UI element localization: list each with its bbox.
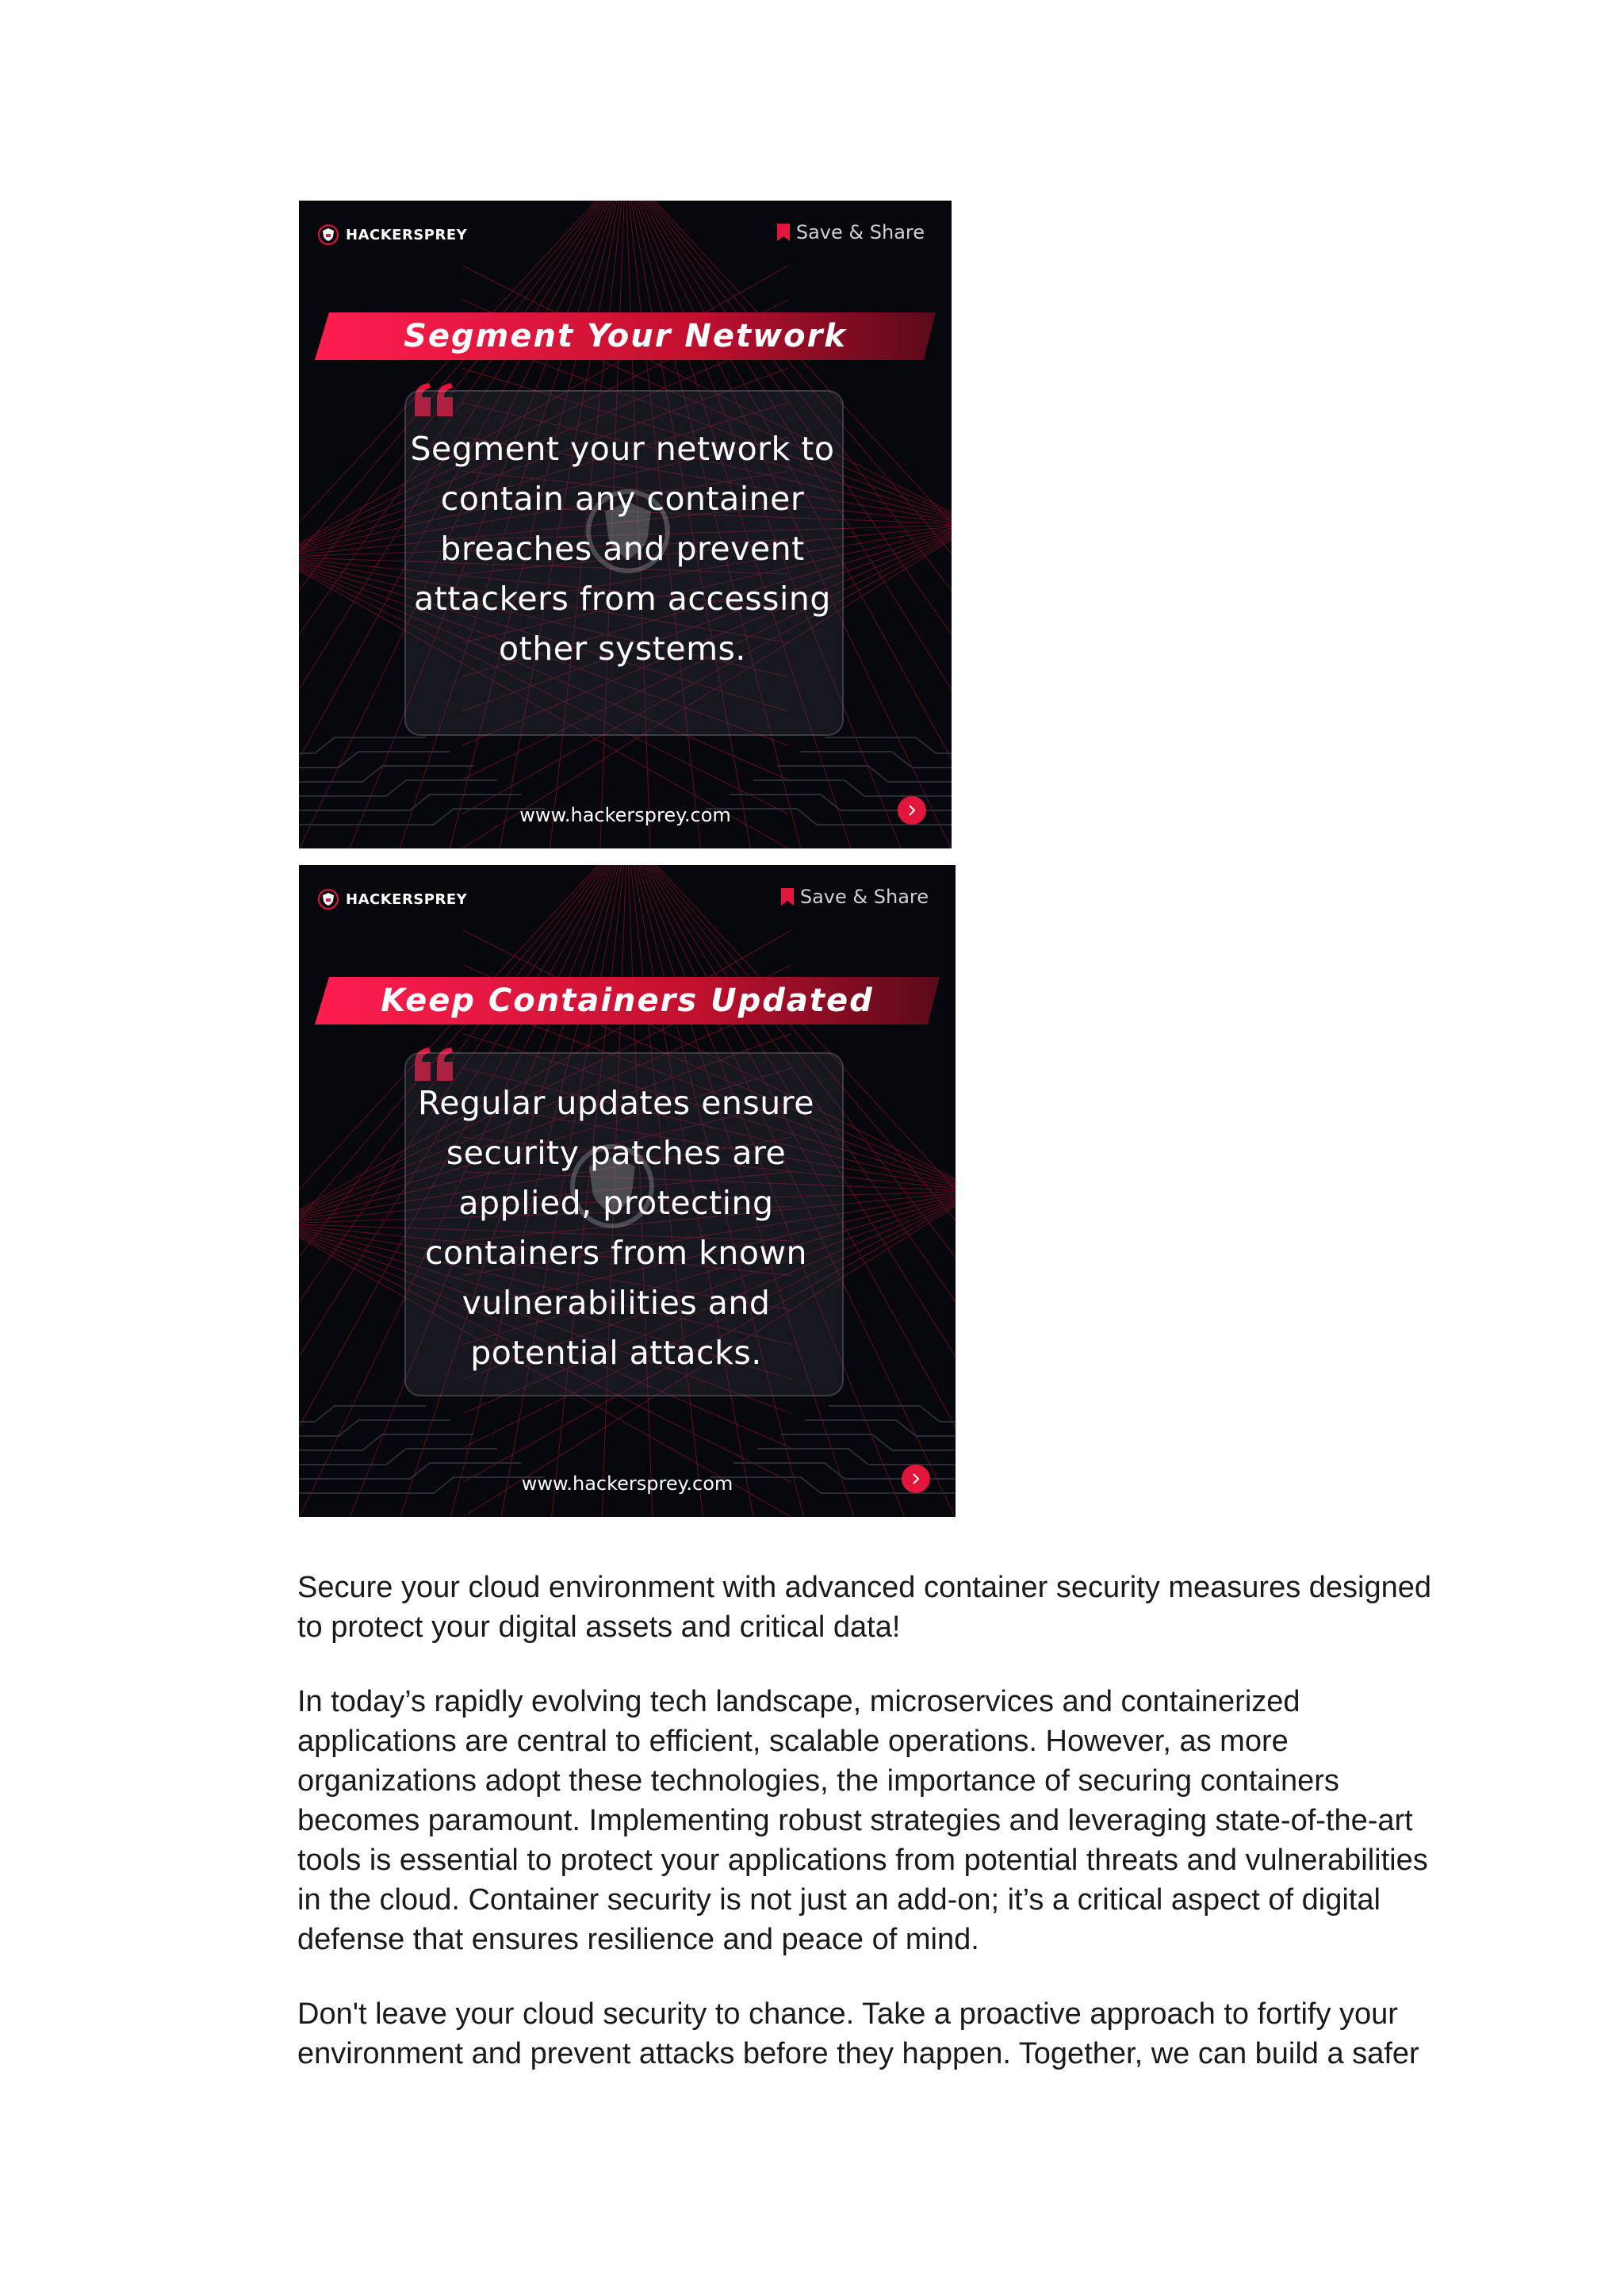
save-share-label: Save & Share <box>795 221 925 243</box>
intro-paragraph: Secure your cloud environment with advanced container security measures designed to protect your digital assets and critical data! <box>297 1571 1432 1644</box>
chevron-right-icon <box>906 804 918 817</box>
quote-text: Regular updates ensure security patches are applied, protecting containers from known vulnerabilities and potential attacks. <box>418 1084 814 1372</box>
card-title: Segment Your Network <box>404 318 847 354</box>
shield-logo-icon <box>318 224 339 245</box>
quote-text: Segment your network to contain any container breaches and prevent attackers from accessing other systems. <box>410 430 835 668</box>
chevron-right-icon <box>910 1473 922 1485</box>
brand <box>318 224 467 245</box>
bookmark-icon <box>781 888 794 906</box>
title-banner <box>315 312 936 360</box>
save-share-button[interactable] <box>777 221 925 243</box>
next-button[interactable] <box>898 796 926 825</box>
brand <box>318 889 467 910</box>
next-button[interactable] <box>902 1465 930 1493</box>
website-url: www.hackersprey.com <box>521 1473 733 1495</box>
title-banner <box>315 977 940 1024</box>
website-url: www.hackersprey.com <box>519 804 731 826</box>
brand-name: HACKERSPREY <box>346 890 468 908</box>
shield-logo-icon <box>318 889 339 910</box>
infographic-card-segment-network <box>299 201 952 848</box>
card-title: Keep Containers Updated <box>381 982 874 1019</box>
closing-paragraph: Don't leave your cloud security to chance. Take a proactive approach to fortify your environment and prevent attacks before they happen. Together, we can build a safer <box>297 1997 1419 2070</box>
brand-name: HACKERSPREY <box>346 226 468 243</box>
body-paragraph: In today’s rapidly evolving tech landscape, microservices and containerized applications are central to efficient, scalable operations. However, as more organizations adopt these technologies, the importance of securing containers becomes paramount. Implementing robust strategies and leveraging state-of-the-art tools is essential to protect your applications from potential threats and vulnerabilities in the cloud. Container security is not just an add-on; it’s a critical aspect of digital defense that ensures resilience and peace of mind. <box>297 1685 1428 1956</box>
infographic-card-keep-containers-updated <box>299 865 956 1517</box>
save-share-button[interactable] <box>781 886 929 908</box>
save-share-label: Save & Share <box>799 886 929 908</box>
bookmark-icon <box>777 224 790 241</box>
